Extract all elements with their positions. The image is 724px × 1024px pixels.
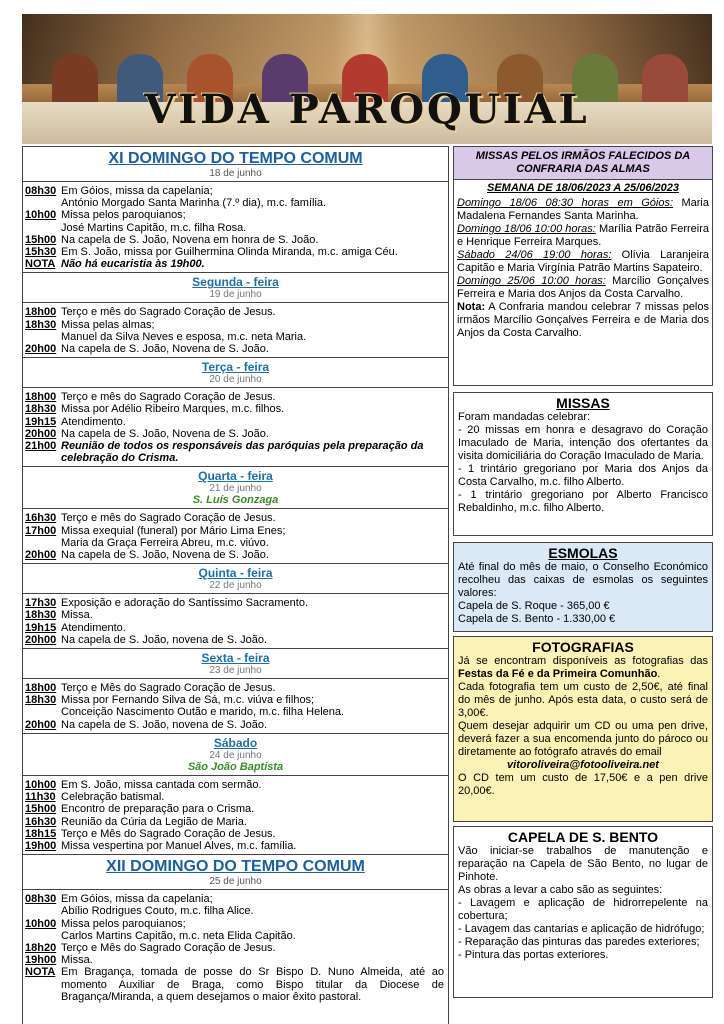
event-text: Em Góios, missa da capelania; xyxy=(61,893,213,906)
events-saturday xyxy=(23,776,448,855)
line: - 1 trintário gregoriano por Alberto Francisco Rebaldinho, m.c. filho Alberto. xyxy=(458,489,708,514)
event-text: Atendimento. xyxy=(61,621,126,634)
weekly-schedule xyxy=(22,146,449,1024)
events-tuesday xyxy=(23,388,448,467)
event-row xyxy=(23,840,448,852)
note xyxy=(454,301,712,340)
event-time xyxy=(23,197,61,209)
event-text: Manuel da Silva Neves e esposa, m.c. neta Maria. xyxy=(61,330,307,343)
event-row xyxy=(23,706,448,718)
event-text: Missa por Adélio Ribeiro Marques, m.c. filhos. xyxy=(61,403,285,416)
event-time: 20h00 xyxy=(25,549,57,562)
day-name: Terça - feira xyxy=(201,360,270,375)
event-text: Terço e Mês do Sagrado Coração de Jesus. xyxy=(61,941,276,954)
event-time xyxy=(23,706,61,718)
line: - 20 missas em honra e desagravo do Coração Imaculado de Maria, intenção dos ofertantes da visita domiciliária do Coração Imaculado de Maria. xyxy=(458,424,708,462)
event-time: 08h30 xyxy=(25,185,57,197)
event-time: 18h00 xyxy=(25,682,57,695)
text: Já se encontram disponíveis as fotografias das xyxy=(458,655,708,667)
amount-line: Capela de S. Bento - 1.330,00 € xyxy=(458,613,616,625)
event-text: Em S. João, missa por Guilhermina Olinda Miranda, m.c. amiga Céu. xyxy=(61,246,398,259)
event-time: 19h15 xyxy=(25,415,57,428)
line: Foram mandadas celebrar: xyxy=(458,411,591,423)
section-title: MISSAS PELOS IRMÃOS FALECIDOS DA CONFRARIA DAS ALMAS xyxy=(454,147,712,180)
day-header-monday xyxy=(23,273,448,303)
day-date: 19 de junho xyxy=(209,289,262,301)
event-row xyxy=(23,319,448,331)
event-text: Missa pelos paroquianos; xyxy=(61,917,186,930)
events-sunday-25 xyxy=(23,890,448,1005)
event-row xyxy=(23,440,448,464)
event-row xyxy=(23,428,448,440)
event-row xyxy=(23,803,448,815)
day-name: Quinta - feira xyxy=(198,566,273,581)
event-row xyxy=(23,331,448,343)
event-text: Missa exequial (funeral) por Mário Lima Enes; xyxy=(61,524,286,537)
note-text: A Confraria mandou celebrar 7 missas pelos irmãos Marcílio Gonçalves Ferreira e de Maria dos Anjos da Costa Carvalho. xyxy=(457,301,709,339)
mass-entry xyxy=(454,223,712,249)
work-item: - Lavagem das cantarias e aplicação de hidrófugo; xyxy=(458,923,705,935)
event-text: Em Bragança, tomada de posse do Sr Bispo D. Nuno Almeida, até ao momento Auxiliar de Braga, como Bispo titular da Diocese de Bragança/Miranda, a quem desejamos o maior êxito pastoral. xyxy=(61,966,444,1003)
event-time: 15h30 xyxy=(25,246,57,259)
event-row xyxy=(23,634,448,646)
event-text: Terço e Mês do Sagrado Coração de Jesus. xyxy=(61,682,276,695)
paragraph: O CD tem um custo de 17,50€ e a pen drive 20,00€. xyxy=(458,772,708,797)
event-row xyxy=(23,403,448,415)
event-text: Terço e mês do Sagrado Coração de Jesus. xyxy=(61,306,276,319)
event-row xyxy=(23,791,448,803)
paragraph: Cada fotografia tem um custo de 2,50€, até final do mês de junho. Após esta data, o custo será de 3,00€. xyxy=(458,681,708,719)
event-row xyxy=(23,512,448,524)
intro: Até final do mês de maio, o Conselho Económico recolheu das caixas de esmolas os seguintes valores: xyxy=(458,561,708,599)
event-time xyxy=(23,331,61,343)
photographer-email-link[interactable]: vitoroliveira@fotooliveira.net xyxy=(507,759,659,771)
event-row xyxy=(23,779,448,791)
event-row xyxy=(23,930,448,942)
event-time xyxy=(23,930,61,942)
event-row xyxy=(23,246,448,258)
event-row xyxy=(23,719,448,731)
event-row xyxy=(23,185,448,197)
text: . xyxy=(657,668,661,680)
week-title: XII DOMINGO DO TEMPO COMUM xyxy=(106,858,365,876)
mass-entry xyxy=(454,249,712,275)
event-time: 18h00 xyxy=(25,306,57,319)
week-header xyxy=(23,855,448,890)
paragraph: Vão iniciar-se trabalhos de manutenção e reparação na Capela de São Bento, no lugar de Pinhote. xyxy=(458,845,708,883)
event-time: 18h30 xyxy=(25,609,57,622)
event-row xyxy=(23,816,448,828)
event-name: Festas da Fé e da Primeira Comunhão xyxy=(458,668,658,680)
event-row xyxy=(23,597,448,609)
event-time: 15h00 xyxy=(25,803,57,816)
event-time: 17h30 xyxy=(25,597,57,610)
event-time: 20h00 xyxy=(25,343,57,356)
mass-when: Sábado 24/06 19:00 horas: xyxy=(457,249,612,261)
event-row xyxy=(23,416,448,428)
event-row xyxy=(23,197,448,209)
day-header-wednesday xyxy=(23,467,448,509)
day-date: 21 de junho xyxy=(209,483,262,495)
events-wednesday xyxy=(23,509,448,564)
mass-entry xyxy=(454,275,712,301)
event-row xyxy=(23,954,448,966)
section-title: MISSAS xyxy=(556,395,610,411)
mass-when: Domingo 18/06 10:00 horas: xyxy=(457,223,596,235)
mass-who: Olívia Laranjeira Capitão e Maria Virgínia Patrão Martins Sapateiro. xyxy=(457,249,709,274)
day-header-friday xyxy=(23,649,448,679)
event-text: António Morgado Santa Marinha (7.º dia), m.c. família. xyxy=(61,197,327,210)
mass-when: Domingo 18/06 08:30 horas em Góios: xyxy=(457,197,674,209)
event-time: 18h20 xyxy=(25,941,57,954)
event-text: Em S. João, missa cantada com sermão. xyxy=(61,778,262,791)
event-time: 18h00 xyxy=(25,391,57,404)
event-row xyxy=(23,525,448,537)
events-sunday-18 xyxy=(23,182,448,273)
mass-who: Marcílio Gonçalves Ferreira e Maria dos Anjos da Costa Carvalho. xyxy=(457,275,709,300)
event-time: 08h30 xyxy=(25,893,57,906)
event-row xyxy=(23,966,448,1003)
event-text: Não há eucaristia às 19h00. xyxy=(61,258,205,271)
event-text: Na capela de S. João, Novena de S. João. xyxy=(61,549,269,562)
event-text: Missa pelos paroquianos; xyxy=(61,209,186,222)
day-date: 23 de junho xyxy=(209,665,262,677)
event-time: 18h30 xyxy=(25,403,57,416)
event-time: 11h30 xyxy=(25,791,56,804)
event-row xyxy=(23,258,448,270)
day-name: Sexta - feira xyxy=(201,651,270,666)
event-text: Na capela de S. João, novena de S. João. xyxy=(61,633,268,646)
event-time: 10h00 xyxy=(25,209,57,222)
mass-when: Domingo 25/06 10:00 horas: xyxy=(457,275,606,287)
day-name: Segunda - feira xyxy=(192,275,279,290)
week-date: 25 de junho xyxy=(209,876,262,888)
missas-box xyxy=(453,392,713,536)
event-text: Terço e Mês do Sagrado Coração de Jesus. xyxy=(61,827,276,840)
event-text: Terço e mês do Sagrado Coração de Jesus. xyxy=(61,391,276,404)
work-item: - Lavagem e aplicação de hidrorrepelente na cobertura; xyxy=(458,897,708,922)
event-time xyxy=(23,905,61,917)
event-text: Carlos Martins Capitão, m.c. neta Elida Capitão. xyxy=(61,929,296,942)
event-text: Missa. xyxy=(61,954,93,967)
event-text: Missa pelas almas; xyxy=(61,318,155,331)
event-time: 18h30 xyxy=(25,318,57,331)
event-row xyxy=(23,905,448,917)
event-row xyxy=(23,694,448,706)
event-text: Em Góios, missa da capelania; xyxy=(61,185,213,197)
event-text: Na capela de S. João, Novena de S. João. xyxy=(61,427,269,440)
esmolas-box xyxy=(453,542,713,632)
header-banner xyxy=(22,14,712,144)
section-title: CAPELA DE S. BENTO xyxy=(507,829,659,845)
event-text: Atendimento. xyxy=(61,415,126,428)
event-text: Encontro de preparação para o Crisma. xyxy=(61,803,255,816)
event-row xyxy=(23,918,448,930)
event-row xyxy=(23,391,448,403)
event-row xyxy=(23,306,448,318)
event-row xyxy=(23,682,448,694)
event-row xyxy=(23,234,448,246)
line: - 1 trintário gregoriano por Maria dos Anjos da Costa Carvalho, m.c. filho Alberto. xyxy=(458,463,708,488)
events-friday xyxy=(23,679,448,734)
day-name: Sábado xyxy=(213,735,258,750)
amount-line: Capela de S. Roque - 365,00 € xyxy=(458,600,610,612)
event-time: 16h30 xyxy=(25,815,57,828)
capela-bento-box xyxy=(453,826,713,998)
event-row xyxy=(23,209,448,221)
event-time: 19h00 xyxy=(25,839,57,852)
mass-who: Marília Patrão Ferreira e Henrique Ferreira Marques. xyxy=(457,223,709,248)
day-header-saturday xyxy=(23,734,448,776)
event-row xyxy=(23,893,448,905)
event-row xyxy=(23,222,448,234)
work-item: - Reparação das pinturas das paredes exteriores; xyxy=(458,936,700,948)
event-text: Na capela de S. João, Novena de S. João. xyxy=(61,343,269,356)
event-time: 18h30 xyxy=(25,694,57,707)
day-saint: S. Luís Gonzaga xyxy=(192,494,279,507)
event-text: Celebração batismal. xyxy=(61,791,165,804)
event-time xyxy=(23,537,61,549)
event-text: Maria da Graça Ferreira Abreu, m.c. viúvo. xyxy=(61,536,269,549)
event-text: Conceição Nascimento Outão e marido, m.c. filha Helena. xyxy=(61,706,345,719)
page-title: VIDA PAROQUIAL xyxy=(144,86,590,133)
work-item: - Pintura das portas exteriores. xyxy=(458,949,609,961)
event-time: 15h00 xyxy=(25,233,57,246)
section-title: FOTOGRAFIAS xyxy=(532,639,634,655)
event-time: 21h00 xyxy=(25,440,57,453)
day-header-thursday xyxy=(23,564,448,594)
event-text: Reunião da Cúria da Legião de Maria. xyxy=(61,815,247,828)
day-name: Quarta - feira xyxy=(198,469,273,484)
week-title: XI DOMINGO DO TEMPO COMUM xyxy=(108,150,363,167)
event-time: 20h00 xyxy=(25,718,57,731)
paragraph: Quem desejar adquirir um CD ou uma pen drive, deverá fazer a sua encomenda junto do pároco ou diretamente ao fotógrafo através do email xyxy=(458,720,708,758)
event-time: NOTA xyxy=(25,966,56,979)
event-time: 20h00 xyxy=(25,427,57,440)
day-date: 22 de junho xyxy=(209,580,262,592)
event-row xyxy=(23,828,448,840)
event-text: Missa por Fernando Silva de Sá, m.c. viúva e filhos; xyxy=(61,694,315,707)
event-time: 18h15 xyxy=(25,827,57,840)
day-saint: São João Baptista xyxy=(187,760,284,773)
paragraph xyxy=(458,655,708,681)
week-header xyxy=(23,147,448,182)
event-text: Terço e mês do Sagrado Coração de Jesus. xyxy=(61,512,276,525)
event-row xyxy=(23,942,448,954)
day-date: 20 de junho xyxy=(209,374,262,386)
event-time: 19h15 xyxy=(25,621,57,634)
event-text: Missa vespertina por Manuel Alves, m.c. família. xyxy=(61,839,297,852)
day-header-tuesday xyxy=(23,358,448,388)
note-label: Nota: xyxy=(457,301,486,313)
paragraph: As obras a levar a cabo são as seguintes: xyxy=(458,884,663,896)
event-text: Exposição e adoração do Santíssimo Sacramento. xyxy=(61,597,309,610)
mass-entries xyxy=(454,197,712,301)
week-date: 18 de junho xyxy=(209,168,262,179)
events-thursday xyxy=(23,594,448,649)
day-date: 24 de junho xyxy=(209,749,262,761)
event-time: 19h00 xyxy=(25,954,57,967)
week-range: SEMANA DE 18/06/2023 A 25/06/2023 xyxy=(486,182,679,194)
event-row xyxy=(23,609,448,621)
event-row xyxy=(23,622,448,634)
event-text: Missa. xyxy=(61,609,93,622)
section-title: ESMOLAS xyxy=(548,545,618,561)
event-text: Na capela de S. João, novena de S. João. xyxy=(61,718,268,731)
event-time: 17h00 xyxy=(25,524,57,537)
mass-entry xyxy=(454,197,712,223)
event-time xyxy=(23,222,61,234)
event-row xyxy=(23,537,448,549)
event-time: 16h30 xyxy=(25,512,57,525)
fotografias-box xyxy=(453,636,713,822)
event-time: NOTA xyxy=(25,258,56,271)
event-time: 10h00 xyxy=(25,778,57,791)
event-row xyxy=(23,343,448,355)
event-text: José Martins Capitão, m.c. filha Rosa. xyxy=(61,221,247,234)
event-time: 20h00 xyxy=(25,633,57,646)
deceased-brothers-masses xyxy=(453,146,713,386)
events-monday xyxy=(23,303,448,358)
event-text: Na capela de S. João, Novena em honra de S. João. xyxy=(61,233,319,246)
mass-who: Maria Madalena Fernandes Santa Marinha. xyxy=(457,197,709,222)
event-row xyxy=(23,549,448,561)
event-text: Reunião de todos os responsáveis das paróquias pela preparação da celebração do Crisma. xyxy=(61,440,424,465)
event-text: Abílio Rodrigues Couto, m.c. filha Alice. xyxy=(61,905,254,918)
event-time: 10h00 xyxy=(25,917,57,930)
